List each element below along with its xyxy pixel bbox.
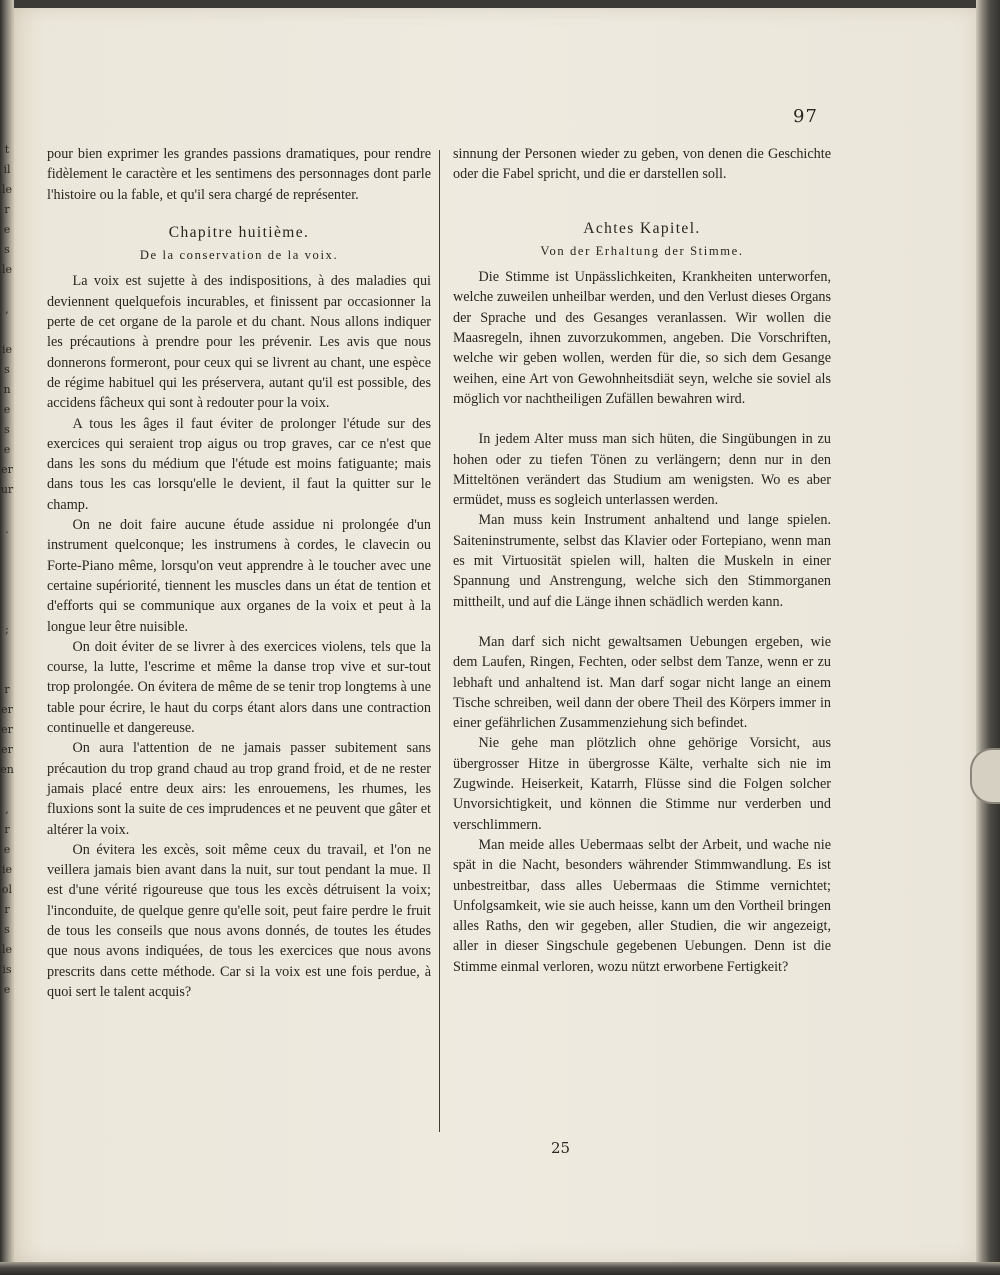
margin-fragment bbox=[0, 560, 14, 580]
french-intro: pour bien exprimer les grandes passions dramatiques, pour rendre fidèlement le caractère et les sentimens des personnages dont parle l'histoire ou la fable, et qu'il sera chargé de représenter. bbox=[47, 146, 431, 203]
margin-fragment: le bbox=[1, 183, 13, 196]
margin-fragment: t bbox=[4, 143, 10, 156]
margin-fragment: e bbox=[3, 403, 11, 416]
margin-fragment: ur bbox=[0, 483, 14, 496]
margin-fragment: . bbox=[5, 523, 9, 536]
french-column bbox=[47, 144, 431, 1002]
margin-fragment: r bbox=[4, 203, 10, 216]
margin-fragment bbox=[0, 280, 14, 300]
page-tab bbox=[970, 748, 1000, 804]
margin-fragment: e bbox=[3, 843, 11, 856]
margin-fragment bbox=[0, 640, 14, 660]
margin-fragment: s bbox=[4, 243, 10, 256]
margin-fragment: ie bbox=[1, 863, 13, 876]
french-paragraph: On évitera les excès, soit même ceux du travail, et l'on ne veillera jamais bien avant dans la nuit, sur tout pendant la mue. Il est d'une vérité rigoureuse que tous les excès détruisent la voix; l'inconduite, de quelque genre qu'elle soit, peut faire perdre le fruit de tous les conseils que nous avons donnés, de toutes les études que nous avons indiquées, de tous les exercices que nous avons prescrits dans cette méthode. Car si la voix est une fois perdue, à quoi sert le talent acquis? bbox=[47, 841, 431, 1000]
margin-fragment: is bbox=[2, 963, 12, 976]
margin-fragment: , bbox=[5, 803, 9, 816]
german-chapter-subtitle: Von der Erhaltung der Stimme. bbox=[540, 243, 744, 258]
german-paragraph: Man meide alles Uebermaas selbt der Arbeit, und wache nie spät in die Nacht, besonders währender Stimmwandlung. Es ist unbestreitbar, dass alles Uebermaas die Stimme vernichtet; Unfolgsamkeit, wie sie auch heisse, kann um den Vortheil bringen alles Raths, den wir gegeben, aller Studien, die wir angezeigt, aller in dieser Singschule gegebenen Uebungen. Denn ist die Stimme einmal verloren, wozu nützt erworbene Fertigkeit? bbox=[453, 836, 831, 975]
french-paragraph: On doit éviter de se livrer à des exercices violens, tels que la course, la lutte, l'escrime et même la danse trop vive et sur-tout trop prolongée. On évitera de même de se tenir trop longtems à une table pour écrire, le haut du corps étant alors dans une contraction continuelle et dangereuse. bbox=[47, 638, 431, 737]
margin-fragment: s bbox=[4, 363, 10, 376]
margin-fragment bbox=[0, 540, 14, 560]
margin-fragment: e bbox=[3, 223, 11, 236]
margin-fragment bbox=[0, 660, 14, 680]
margin-fragment: le bbox=[1, 263, 13, 276]
french-chapter-title: Chapitre huitième. bbox=[168, 223, 310, 241]
margin-fragment: r bbox=[4, 823, 10, 836]
margin-fragment: n bbox=[3, 383, 11, 396]
german-chapter-title: Achtes Kapitel. bbox=[583, 219, 701, 237]
german-intro: sinnung der Personen wieder zu geben, von denen die Geschichte oder die Fabel spricht, und die er darstellen soll. bbox=[453, 146, 831, 183]
signature-mark: 25 bbox=[551, 1139, 571, 1157]
german-paragraph: Man darf sich nicht gewaltsamen Uebungen ergeben, wie dem Laufen, Ringen, Fechten, oder selbst dem Tanze, wenn er zu lebhaft und anhaltend ist. Man darf sogar nicht lange an einem Tische schreiben, weil dann der obere Theil des Körpers immer in einer gefährlichen Zusammenziehung sich befindet. bbox=[453, 633, 831, 732]
margin-fragment: , bbox=[5, 303, 9, 316]
german-paragraph: Die Stimme ist Unpässlichkeiten, Krankheiten unterworfen, welche zuweilen unheilbar werden, und den Verlust dieses Organs der Sprache und des Gesanges veranlassen. Wir wollen die Maasregeln, ihnen zuvorzukommen, angeben. Die Vorschriften, welche wir geben wollen, werden für die, so sich dem Gesange weihen, eine Art von Gewohnheitsdiät seyn, welche sie soviel als möglich vor nachtheiligen Zufällen bewahren wird. bbox=[453, 269, 831, 407]
margin-fragment: ; bbox=[5, 623, 9, 636]
margin-fragment: er bbox=[1, 743, 13, 756]
margin-fragment: en bbox=[0, 763, 14, 776]
margin-fragment: r bbox=[4, 903, 10, 916]
french-chapter-subtitle: De la conservation de la voix. bbox=[139, 248, 339, 263]
german-column bbox=[453, 144, 831, 977]
margin-fragment: er bbox=[1, 703, 13, 716]
margin-fragment: il bbox=[3, 163, 11, 176]
german-paragraph: In jedem Alter muss man sich hüten, die Singübungen in zu hohen oder zu tiefen Tönen zu verlängern; denn nur in den Mitteltönen verändert das Studium am wenigsten. Wo es aber ermüdet, muss es sogleich unterlassen werden. bbox=[453, 431, 831, 509]
margin-fragment bbox=[0, 780, 14, 800]
margin-fragment: ol bbox=[1, 883, 13, 896]
german-paragraph: Nie gehe man plötzlich ohne gehörige Vorsicht, aus übergrosser Hitze in übergrosse Kälte, verhalte sich nie im Zugwinde. Heiserkeit, Katarrh, Flüsse sind die Folgen solcher Unvorsichtigkeit, und können die Stimme nur verderben und verschlimmern. bbox=[453, 735, 831, 833]
german-paragraph: Man muss kein Instrument anhaltend und lange spielen. Saiteninstrumente, selbst das Klavier oder Fortepiano, wenn man es mit Virtuosität spielen will, halten die Muskeln in einer Spannung und Anstrengung, welche sich den Stimmorganen mittheilt, und auf die Länge ihnen schädlich werden kann. bbox=[453, 512, 831, 610]
page-number: 97 bbox=[793, 106, 818, 127]
margin-fragment bbox=[0, 600, 14, 620]
margin-fragment: r bbox=[4, 683, 10, 696]
margin-fragment bbox=[0, 580, 14, 600]
french-paragraph: On aura l'attention de ne jamais passer subitement sans précaution du trop grand chaud au trop grand froid, et de ne rester jamais placé entre deux airs: les enrouemens, les rhumes, les fluxions sont la suite de ces imprudences et ne peuvent que gâter et altérer la voix. bbox=[47, 740, 431, 838]
paragraph-gap bbox=[453, 409, 831, 429]
book-bottom-edge bbox=[0, 1262, 1000, 1275]
margin-fragment: e bbox=[3, 983, 11, 996]
margin-fragment bbox=[0, 320, 14, 340]
margin-fragment: e bbox=[3, 443, 11, 456]
margin-fragment: s bbox=[4, 423, 10, 436]
paragraph-gap bbox=[453, 612, 831, 632]
french-paragraph: La voix est sujette à des indispositions, à des maladies qui deviennent quelquefois incurables, et finissent par occasionner la perte de cet organe de la parole et du chant. Nous allons indiquer les précautions à prendre pour les prévenir. Les avis que nous donnerons formeront, pour ceux qui se livrent au chant, une espèce de régime habituel qui les préservera, autant qu'il est possible, des accidens fâcheux qui sont à redouter pour la voix. bbox=[47, 273, 431, 412]
margin-fragment: le bbox=[1, 943, 13, 956]
french-paragraph: A tous les âges il faut éviter de prolonger l'étude sur des exercices qui seraient trop aigus ou trop graves, car ce n'est que dans les sons du médium que l'étude est moins fatiguante; mais dans tous les cas lorsqu'elle le devient, il faut la quitter sur le champ. bbox=[47, 415, 431, 513]
french-paragraph: On ne doit faire aucune étude assidue ni prolongée d'un instrument quelconque; les instrumens à cordes, le clavecin ou Forte-Piano même, lorsqu'on veut apprendre à le toucher avec une certaine supériorité, tiennent les muscles dans un état de tention et d'efforts qui se communique aux organes de la voix et peut à la longue leur être nuisible. bbox=[47, 517, 431, 635]
book-edge bbox=[976, 0, 1000, 1275]
margin-fragment: er bbox=[1, 463, 13, 476]
column-divider bbox=[439, 150, 440, 1132]
margin-fragment bbox=[0, 500, 14, 520]
margin-fragment: er bbox=[1, 723, 13, 736]
margin-fragment: s bbox=[4, 923, 10, 936]
margin-fragment: ie bbox=[1, 343, 13, 356]
previous-page-margin-text bbox=[0, 140, 14, 1000]
